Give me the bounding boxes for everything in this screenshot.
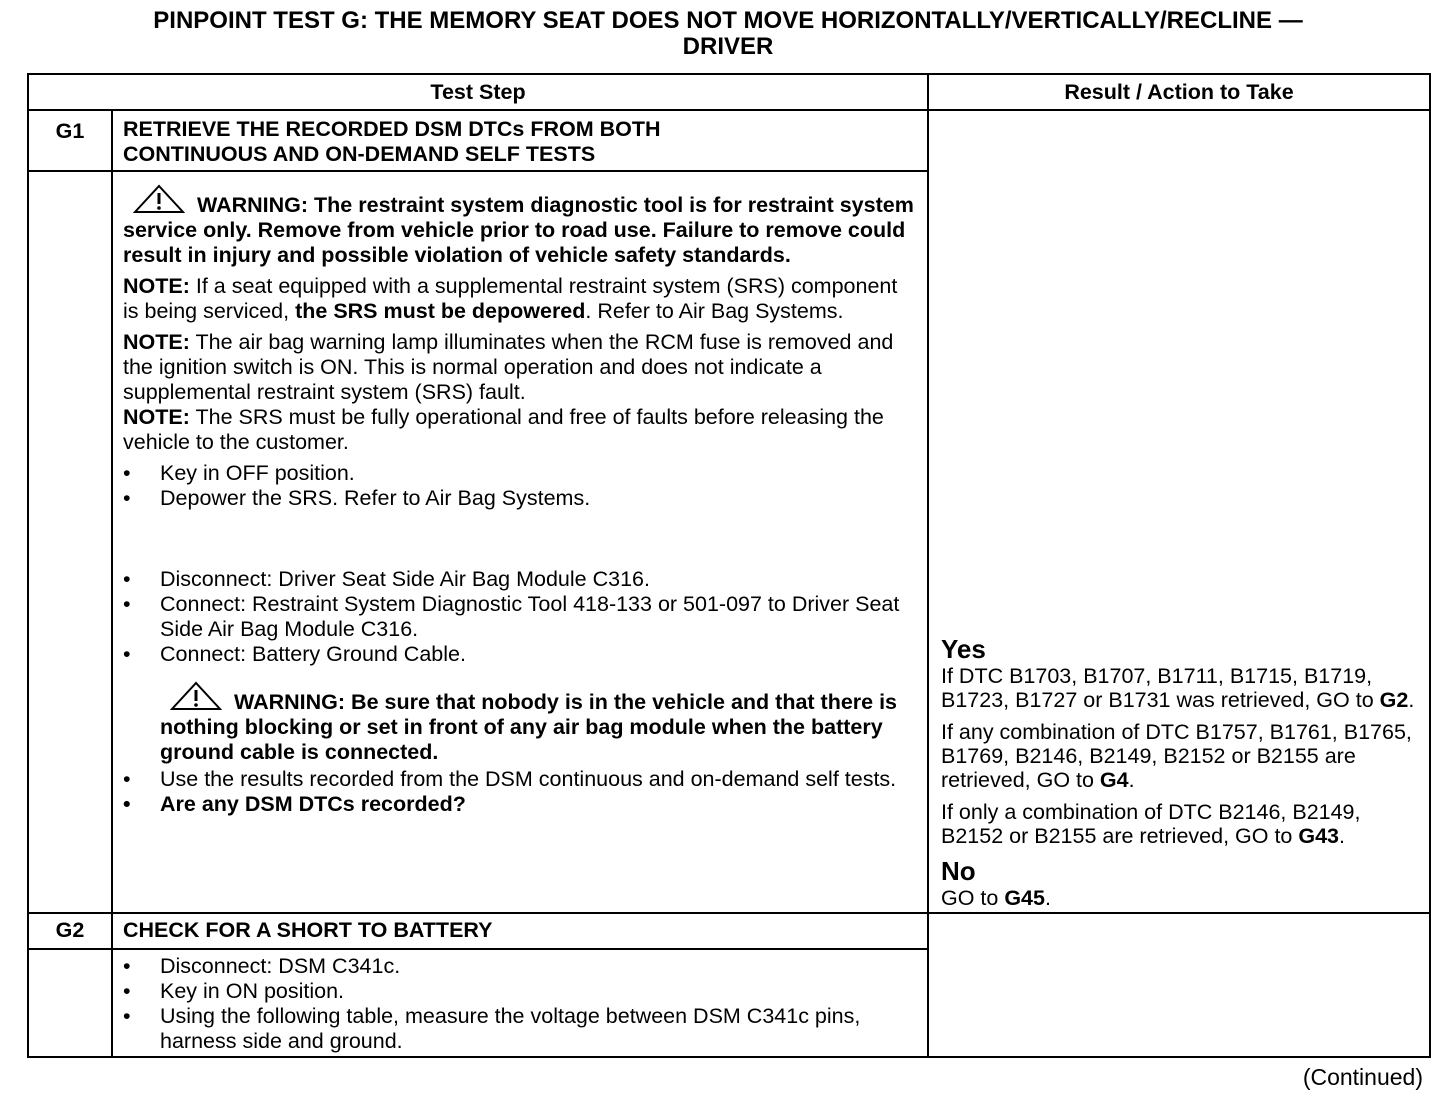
g1-body-spacer (28, 171, 112, 913)
step-title-g1-line1: RETRIEVE THE RECORDED DSM DTCs FROM BOTH (123, 117, 661, 141)
list-item: • Using the following table, measure the voltage between DSM C341c pins, harness side and ground. (123, 1004, 915, 1054)
result-yes-1: If DTC B1703, B1707, B1711, B1715, B1719, B1723, B1727 or B1731 was retrieved, GO to G2. (941, 664, 1415, 712)
title-line-2: DRIVER (682, 33, 774, 60)
note-srs-operational: NOTE: The SRS must be fully operational and free of faults before releasing the vehicle to the customer. (123, 405, 884, 454)
warning-triangle-icon (133, 184, 185, 214)
g2-bullets (123, 954, 915, 1054)
step-title-g2: CHECK FOR A SHORT TO BATTERY (112, 913, 928, 949)
list-item: • Key in ON position. (123, 979, 915, 1004)
g1-body (112, 171, 928, 913)
list-item: • Are any DSM DTCs recorded? (123, 792, 915, 817)
list-item: • Connect: Battery Ground Cable. (123, 642, 915, 667)
result-yes-2: If any combination of DTC B1757, B1761, B1765, B1769, B2146, B2149, B2152 or B2155 are retrieved, GO to G4. (941, 720, 1412, 792)
pinpoint-test-table (27, 73, 1431, 1058)
result-no-1: GO to G45. (941, 886, 1051, 910)
g1-bullets-3 (123, 767, 915, 817)
test-step-header: Test Step (28, 74, 928, 110)
g2-body (112, 949, 928, 1057)
step-title-g1 (112, 110, 928, 171)
step-id-g2: G2 (28, 913, 112, 949)
continued-label: (Continued) (1302, 1064, 1423, 1090)
list-item: • Disconnect: Driver Seat Side Air Bag Module C316. (123, 567, 915, 592)
step-title-g1-line2: CONTINUOUS AND ON-DEMAND SELF TESTS (123, 142, 596, 166)
result-yes-label: Yes (941, 634, 986, 664)
goto-g2-link[interactable]: G2 (1379, 688, 1409, 712)
list-item: • Key in OFF position. (123, 461, 915, 486)
note-srs-depower: NOTE: If a seat equipped with a supplemental restraint system (SRS) component is being serviced, the SRS must be depowered. Refer to Air Bag Systems. (123, 274, 898, 323)
g1-bullets-1 (123, 461, 915, 511)
goto-g43-link[interactable]: G43 (1298, 824, 1339, 848)
warning-triangle-icon (170, 681, 222, 711)
result-no-label: No (941, 856, 976, 886)
list-item: • Connect: Restraint System Diagnostic Tool 418-133 or 501-097 to Driver Seat Side Air Bag Module C316. (123, 592, 915, 642)
page-title (0, 8, 1456, 60)
result-yes-3: If only a combination of DTC B2146, B2149, B2152 or B2155 are retrieved, GO to G43. (941, 800, 1361, 848)
note-airbag-lamp: NOTE: The air bag warning lamp illuminates when the RCM fuse is removed and the ignition switch is ON. This is normal operation and does not indicate a supplemental restraint system (SRS) fault. (123, 330, 894, 404)
warning-diagnostic-tool: WARNING: The restraint system diagnostic tool is for restraint system service only. Remove from vehicle prior to road use. Failure to remove could result in injury and possible violation of vehicle safety standards. (123, 184, 915, 268)
header-row (28, 74, 1430, 110)
list-item: • Depower the SRS. Refer to Air Bag Systems. (123, 486, 915, 511)
warning-nobody-in-vehicle: WARNING: Be sure that nobody is in the vehicle and that there is nothing blocking or set in front of any air bag module when the battery ground cable is connected. (123, 681, 915, 765)
g2-body-spacer (28, 949, 112, 1057)
g2-title-row (28, 913, 1430, 949)
result-g1 (928, 110, 1430, 913)
g1-bullets-2 (123, 567, 915, 667)
list-item: • Disconnect: DSM C341c. (123, 954, 915, 979)
result-g2 (928, 913, 1430, 1057)
goto-g4-link[interactable]: G4 (1099, 768, 1129, 792)
list-item: • Use the results recorded from the DSM continuous and on-demand self tests. (123, 767, 915, 792)
step-id-g1: G1 (28, 110, 112, 171)
goto-g45-link[interactable]: G45 (1004, 886, 1045, 910)
g1-title-row (28, 110, 1430, 171)
result-header: Result / Action to Take (928, 74, 1430, 110)
title-line-1: PINPOINT TEST G: THE MEMORY SEAT DOES NOT MOVE HORIZONTALLY/VERTICALLY/RECLINE — (153, 7, 1303, 34)
